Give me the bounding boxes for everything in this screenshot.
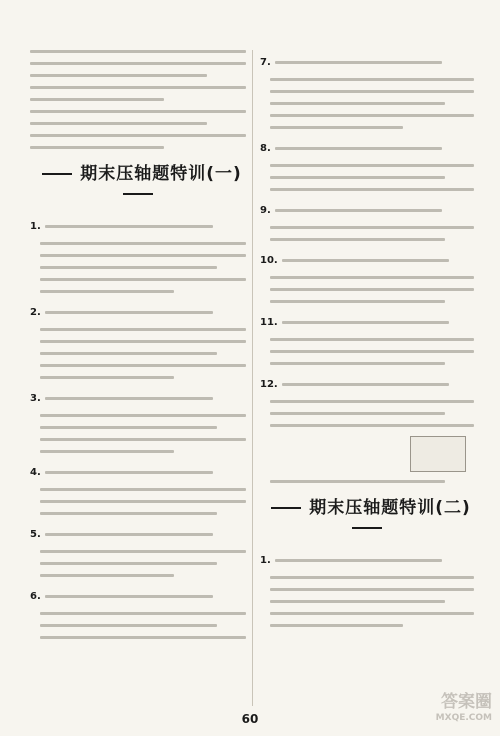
text-line <box>40 340 246 343</box>
question-row <box>30 388 246 407</box>
text-line <box>40 500 246 503</box>
question-number: 11. <box>260 317 278 328</box>
text-line <box>275 61 442 64</box>
text-line <box>45 471 213 474</box>
text-line <box>270 588 474 591</box>
text-line <box>270 276 474 279</box>
text-line <box>30 98 164 101</box>
text-line <box>275 559 442 562</box>
text-line <box>40 242 246 245</box>
text-line <box>40 352 217 355</box>
question-number: 12. <box>260 379 278 390</box>
question-row <box>260 250 474 269</box>
question-number: 5. <box>30 529 41 540</box>
text-line <box>30 110 246 113</box>
text-line <box>270 400 474 403</box>
text-line <box>45 533 213 536</box>
question-number: 1. <box>260 555 271 566</box>
right-column <box>260 50 474 704</box>
question-row <box>30 462 246 481</box>
text-line <box>270 102 445 105</box>
question-row <box>260 312 474 331</box>
text-line <box>30 50 246 53</box>
text-line <box>270 300 445 303</box>
text-line <box>270 480 445 483</box>
question-number: 9. <box>260 205 271 216</box>
question-row <box>30 216 246 235</box>
text-line <box>270 350 474 353</box>
text-line <box>270 600 445 603</box>
text-line <box>270 90 474 93</box>
section-title-text: 期末压轴题特训(一) <box>80 164 242 184</box>
watermark-top: 答案圈 <box>441 692 492 712</box>
text-line <box>270 114 474 117</box>
text-line <box>30 62 246 65</box>
text-line <box>282 259 449 262</box>
text-line <box>30 122 207 125</box>
question-row <box>30 302 246 321</box>
question-number: 4. <box>30 467 41 478</box>
text-line <box>40 290 174 293</box>
left-column <box>30 50 246 704</box>
section-title-second <box>260 493 474 538</box>
column-divider <box>252 50 253 706</box>
text-line <box>40 414 246 417</box>
text-line <box>40 266 217 269</box>
text-line <box>30 146 164 149</box>
question-number: 8. <box>260 143 271 154</box>
text-line <box>270 576 474 579</box>
text-line <box>270 362 445 365</box>
text-line <box>40 376 174 379</box>
text-line <box>40 328 246 331</box>
question-row <box>260 52 474 71</box>
question-number: 1. <box>30 221 41 232</box>
text-line <box>40 488 246 491</box>
text-line <box>40 574 174 577</box>
text-line <box>40 450 174 453</box>
text-line <box>270 338 474 341</box>
text-line <box>270 624 403 627</box>
question-number: 2. <box>30 307 41 318</box>
site-watermark <box>406 692 492 732</box>
question-number: 10. <box>260 255 278 266</box>
title-rule <box>271 507 301 509</box>
text-line <box>40 254 246 257</box>
text-line <box>45 595 213 598</box>
question-row <box>30 586 246 605</box>
text-line <box>270 424 474 427</box>
title-rule <box>42 173 72 175</box>
section-title-first <box>30 159 246 204</box>
title-rule <box>352 527 382 529</box>
text-line <box>270 164 474 167</box>
text-line <box>270 412 445 415</box>
text-line <box>270 238 445 241</box>
text-line <box>40 562 217 565</box>
text-line <box>40 612 246 615</box>
text-line <box>40 278 246 281</box>
text-line <box>40 550 246 553</box>
text-line <box>282 321 449 324</box>
text-line <box>45 225 213 228</box>
watermark-bottom: MXQE.COM <box>435 713 492 723</box>
text-line <box>270 288 474 291</box>
text-line <box>30 134 246 137</box>
text-line <box>45 311 213 314</box>
text-line <box>270 78 474 81</box>
text-line <box>270 226 474 229</box>
question-number: 3. <box>30 393 41 404</box>
text-line <box>30 86 246 89</box>
text-line <box>40 364 246 367</box>
text-line <box>40 426 217 429</box>
question-row <box>260 374 474 393</box>
section-title-text: 期末压轴题特训(二) <box>309 498 471 518</box>
text-line <box>270 188 474 191</box>
text-line <box>40 512 217 515</box>
text-line <box>30 74 207 77</box>
question-number: 7. <box>260 57 271 68</box>
question-row <box>260 138 474 157</box>
question-row <box>260 200 474 219</box>
page-number: 60 <box>241 712 259 726</box>
question-row <box>30 524 246 543</box>
text-line <box>275 209 442 212</box>
question-row <box>260 550 474 569</box>
diagram-figure <box>410 436 466 472</box>
text-line <box>40 624 217 627</box>
text-line <box>270 176 445 179</box>
text-line <box>40 636 246 639</box>
text-line <box>45 397 213 400</box>
question-number: 6. <box>30 591 41 602</box>
text-line <box>270 126 403 129</box>
text-line <box>282 383 449 386</box>
title-rule <box>123 193 153 195</box>
text-line <box>275 147 442 150</box>
text-line <box>40 438 246 441</box>
text-line <box>270 612 474 615</box>
